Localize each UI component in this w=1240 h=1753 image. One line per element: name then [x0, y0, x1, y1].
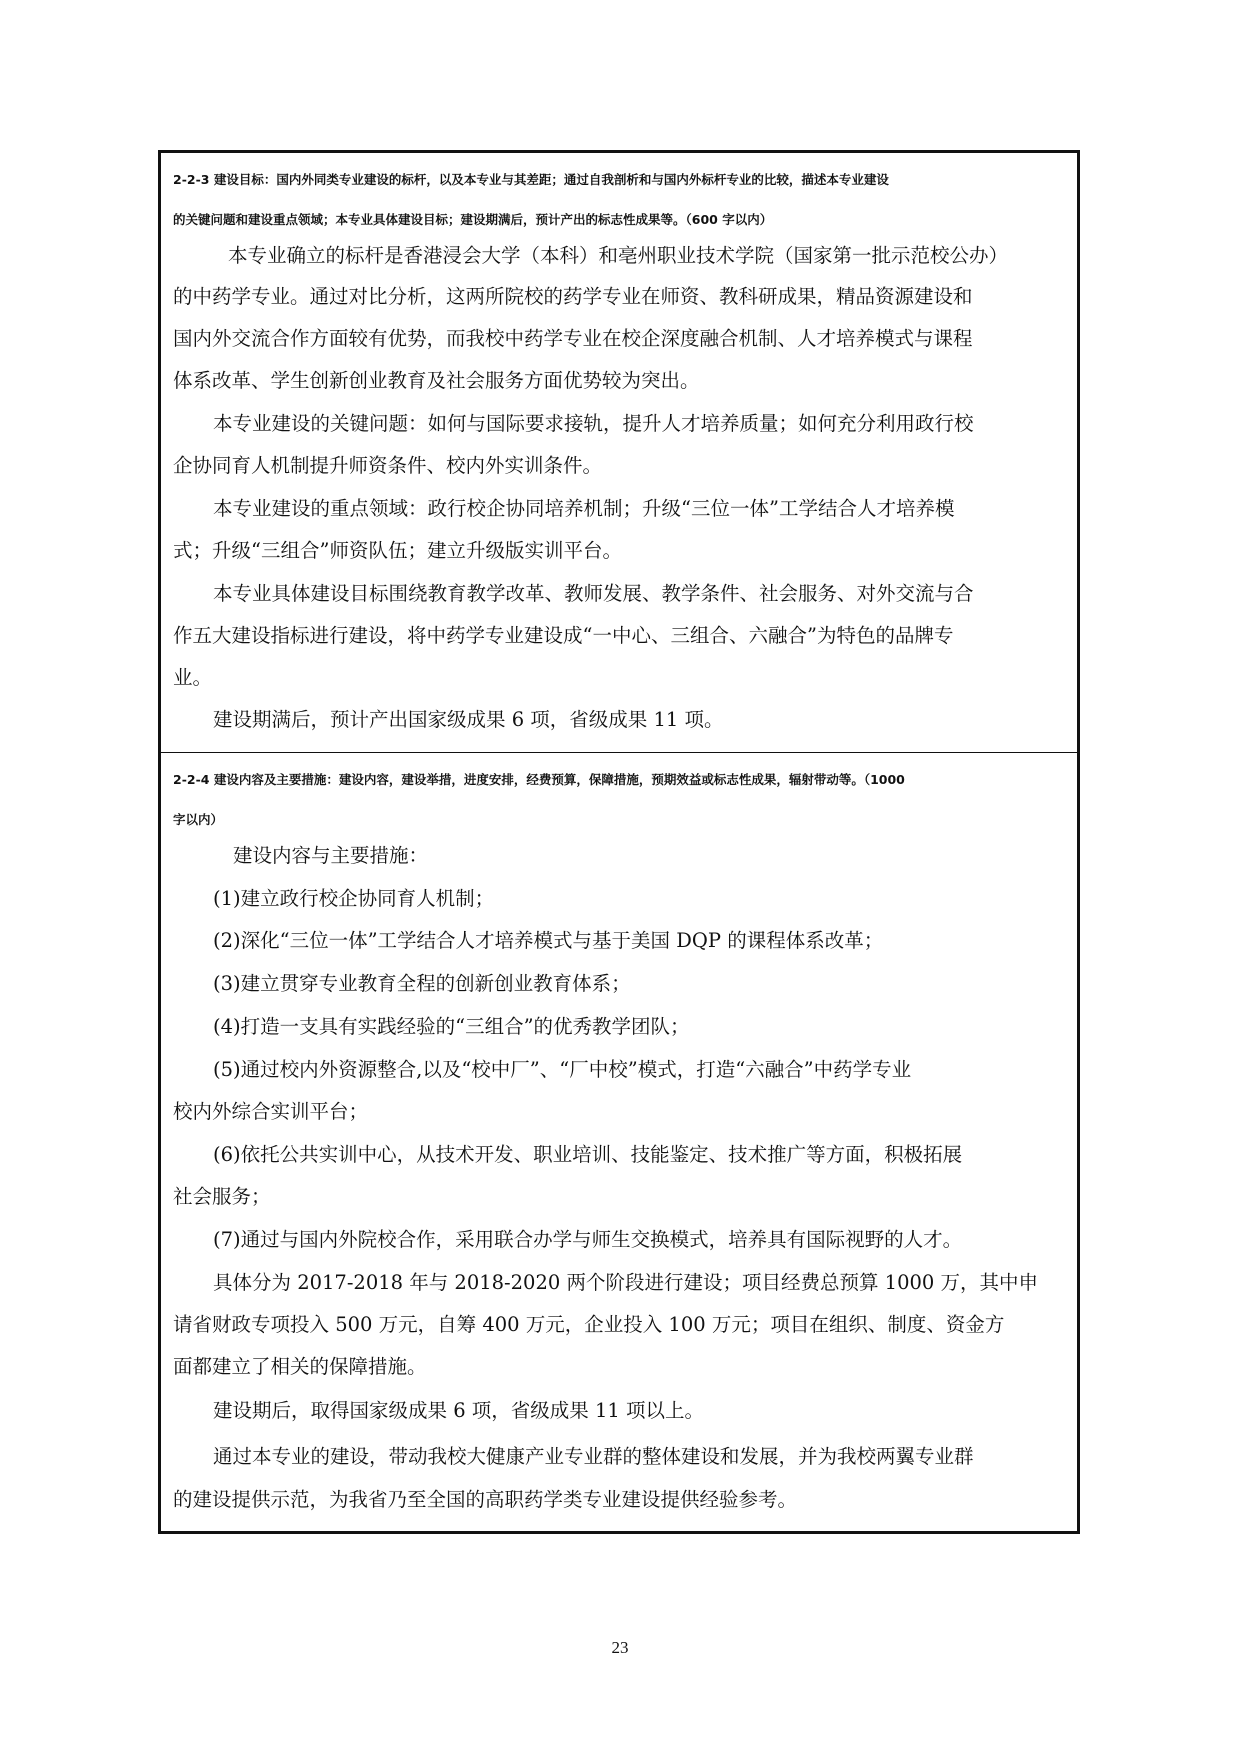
paragraph-line: 作五大建设指标进行建设，将中药学专业建设成“一中心、三组合、六融合”为特色的品牌专: [173, 624, 954, 647]
paragraph-line: 式；升级“三组合”师资队伍；建立升级版实训平台。: [173, 539, 622, 562]
page-number: 23: [611, 1638, 629, 1657]
paragraph-line: 请省财政专项投入 500 万元，自筹 400 万元，企业投入 100 万元；项目在组织、制度、资金方: [173, 1313, 1005, 1336]
paragraph-line: 体系改革、学生创新创业教育及社会服务方面优势较为突出。: [173, 369, 700, 392]
paragraph-line: 本专业建设的关键问题：如何与国际要求接轨，提升人才培养质量；如何充分利用政行校: [213, 412, 974, 435]
paragraph-line: 社会服务；: [173, 1185, 271, 1208]
paragraph-line: 建设期后，取得国家级成果 6 项，省级成果 11 项以上。: [213, 1399, 705, 1422]
paragraph-line: (3)建立贯穿专业教育全程的创新创业教育体系；: [213, 972, 631, 995]
paragraph-line: (6)依托公共实训中心，从技术开发、职业培训、技能鉴定、技术推广等方面，积极拓展: [213, 1143, 963, 1166]
paragraph-line: 业。: [173, 666, 213, 689]
paragraph-line: 建设内容与主要措施：: [233, 844, 429, 867]
paragraph-line: 通过本专业的建设，带动我校大健康产业专业群的整体建设和发展，并为我校两翼专业群: [213, 1445, 974, 1468]
paragraph-line: (5)通过校内外资源整合,以及“校中厂”、“厂中校”模式，打造“六融合”中药学专业: [213, 1058, 912, 1081]
paragraph-line: 具体分为 2017-2018 年与 2018-2020 两个阶段进行建设；项目经费总预算 1000 万，其中申: [213, 1271, 1038, 1294]
paragraph-line: (7)通过与国内外院校合作，采用联合办学与师生交换模式，培养具有国际视野的人才。: [213, 1228, 963, 1251]
section-construction-content: [161, 753, 1077, 1531]
paragraph-line: 国内外交流合作方面较有优势，而我校中药学专业在校企深度融合机制、人才培养模式与课程: [173, 327, 973, 350]
paragraph-line: 建设期满后，预计产出国家级成果 6 项，省级成果 11 项。: [213, 708, 724, 731]
section-heading-line: 字以内）: [173, 812, 224, 827]
content-table: [158, 150, 1080, 1534]
paragraph-line: 企协同育人机制提升师资条件、校内外实训条件。: [173, 454, 603, 477]
paragraph-line: 本专业确立的标杆是香港浸会大学（本科）和亳州职业技术学院（国家第一批示范校公办）: [228, 244, 1009, 267]
paragraph-line: (4)打造一支具有实践经验的“三组合”的优秀教学团队；: [213, 1015, 690, 1038]
paragraph-line: 的中药学专业。通过对比分析，这两所院校的药学专业在师资、教科研成果，精品资源建设和: [173, 285, 973, 308]
paragraph-line: 校内外综合实训平台；: [173, 1100, 369, 1123]
paragraph-line: (2)深化“三位一体”工学结合人才培养模式与基于美国 DQP 的课程体系改革；: [213, 929, 884, 952]
paragraph-line: 本专业建设的重点领域：政行校企协同培养机制；升级“三位一体”工学结合人才培养模: [213, 497, 955, 520]
section-heading-line: 2-2-4 建设内容及主要措施：建设内容，建设举措，进度安排，经费预算，保障措施，预期效益或标志性成果，辐射带动等。（1000: [173, 772, 905, 787]
section-heading-line: 的关键问题和建设重点领域；本专业具体建设目标；建设期满后，预计产出的标志性成果等。（600 字以内）: [173, 212, 773, 227]
paragraph-line: 面都建立了相关的保障措施。: [173, 1355, 427, 1378]
paragraph-line: (1)建立政行校企协同育人机制；: [213, 887, 495, 910]
paragraph-line: 本专业具体建设目标围绕教育教学改革、教师发展、教学条件、社会服务、对外交流与合: [213, 582, 974, 605]
section-heading-line: 2-2-3 建设目标：国内外同类专业建设的标杆，以及本专业与其差距；通过自我剖析和与国内外标杆专业的比较，描述本专业建设: [173, 172, 889, 187]
section-construction-goals: [161, 153, 1077, 753]
paragraph-line: 的建设提供示范，为我省乃至全国的高职药学类专业建设提供经验参考。: [173, 1488, 798, 1511]
